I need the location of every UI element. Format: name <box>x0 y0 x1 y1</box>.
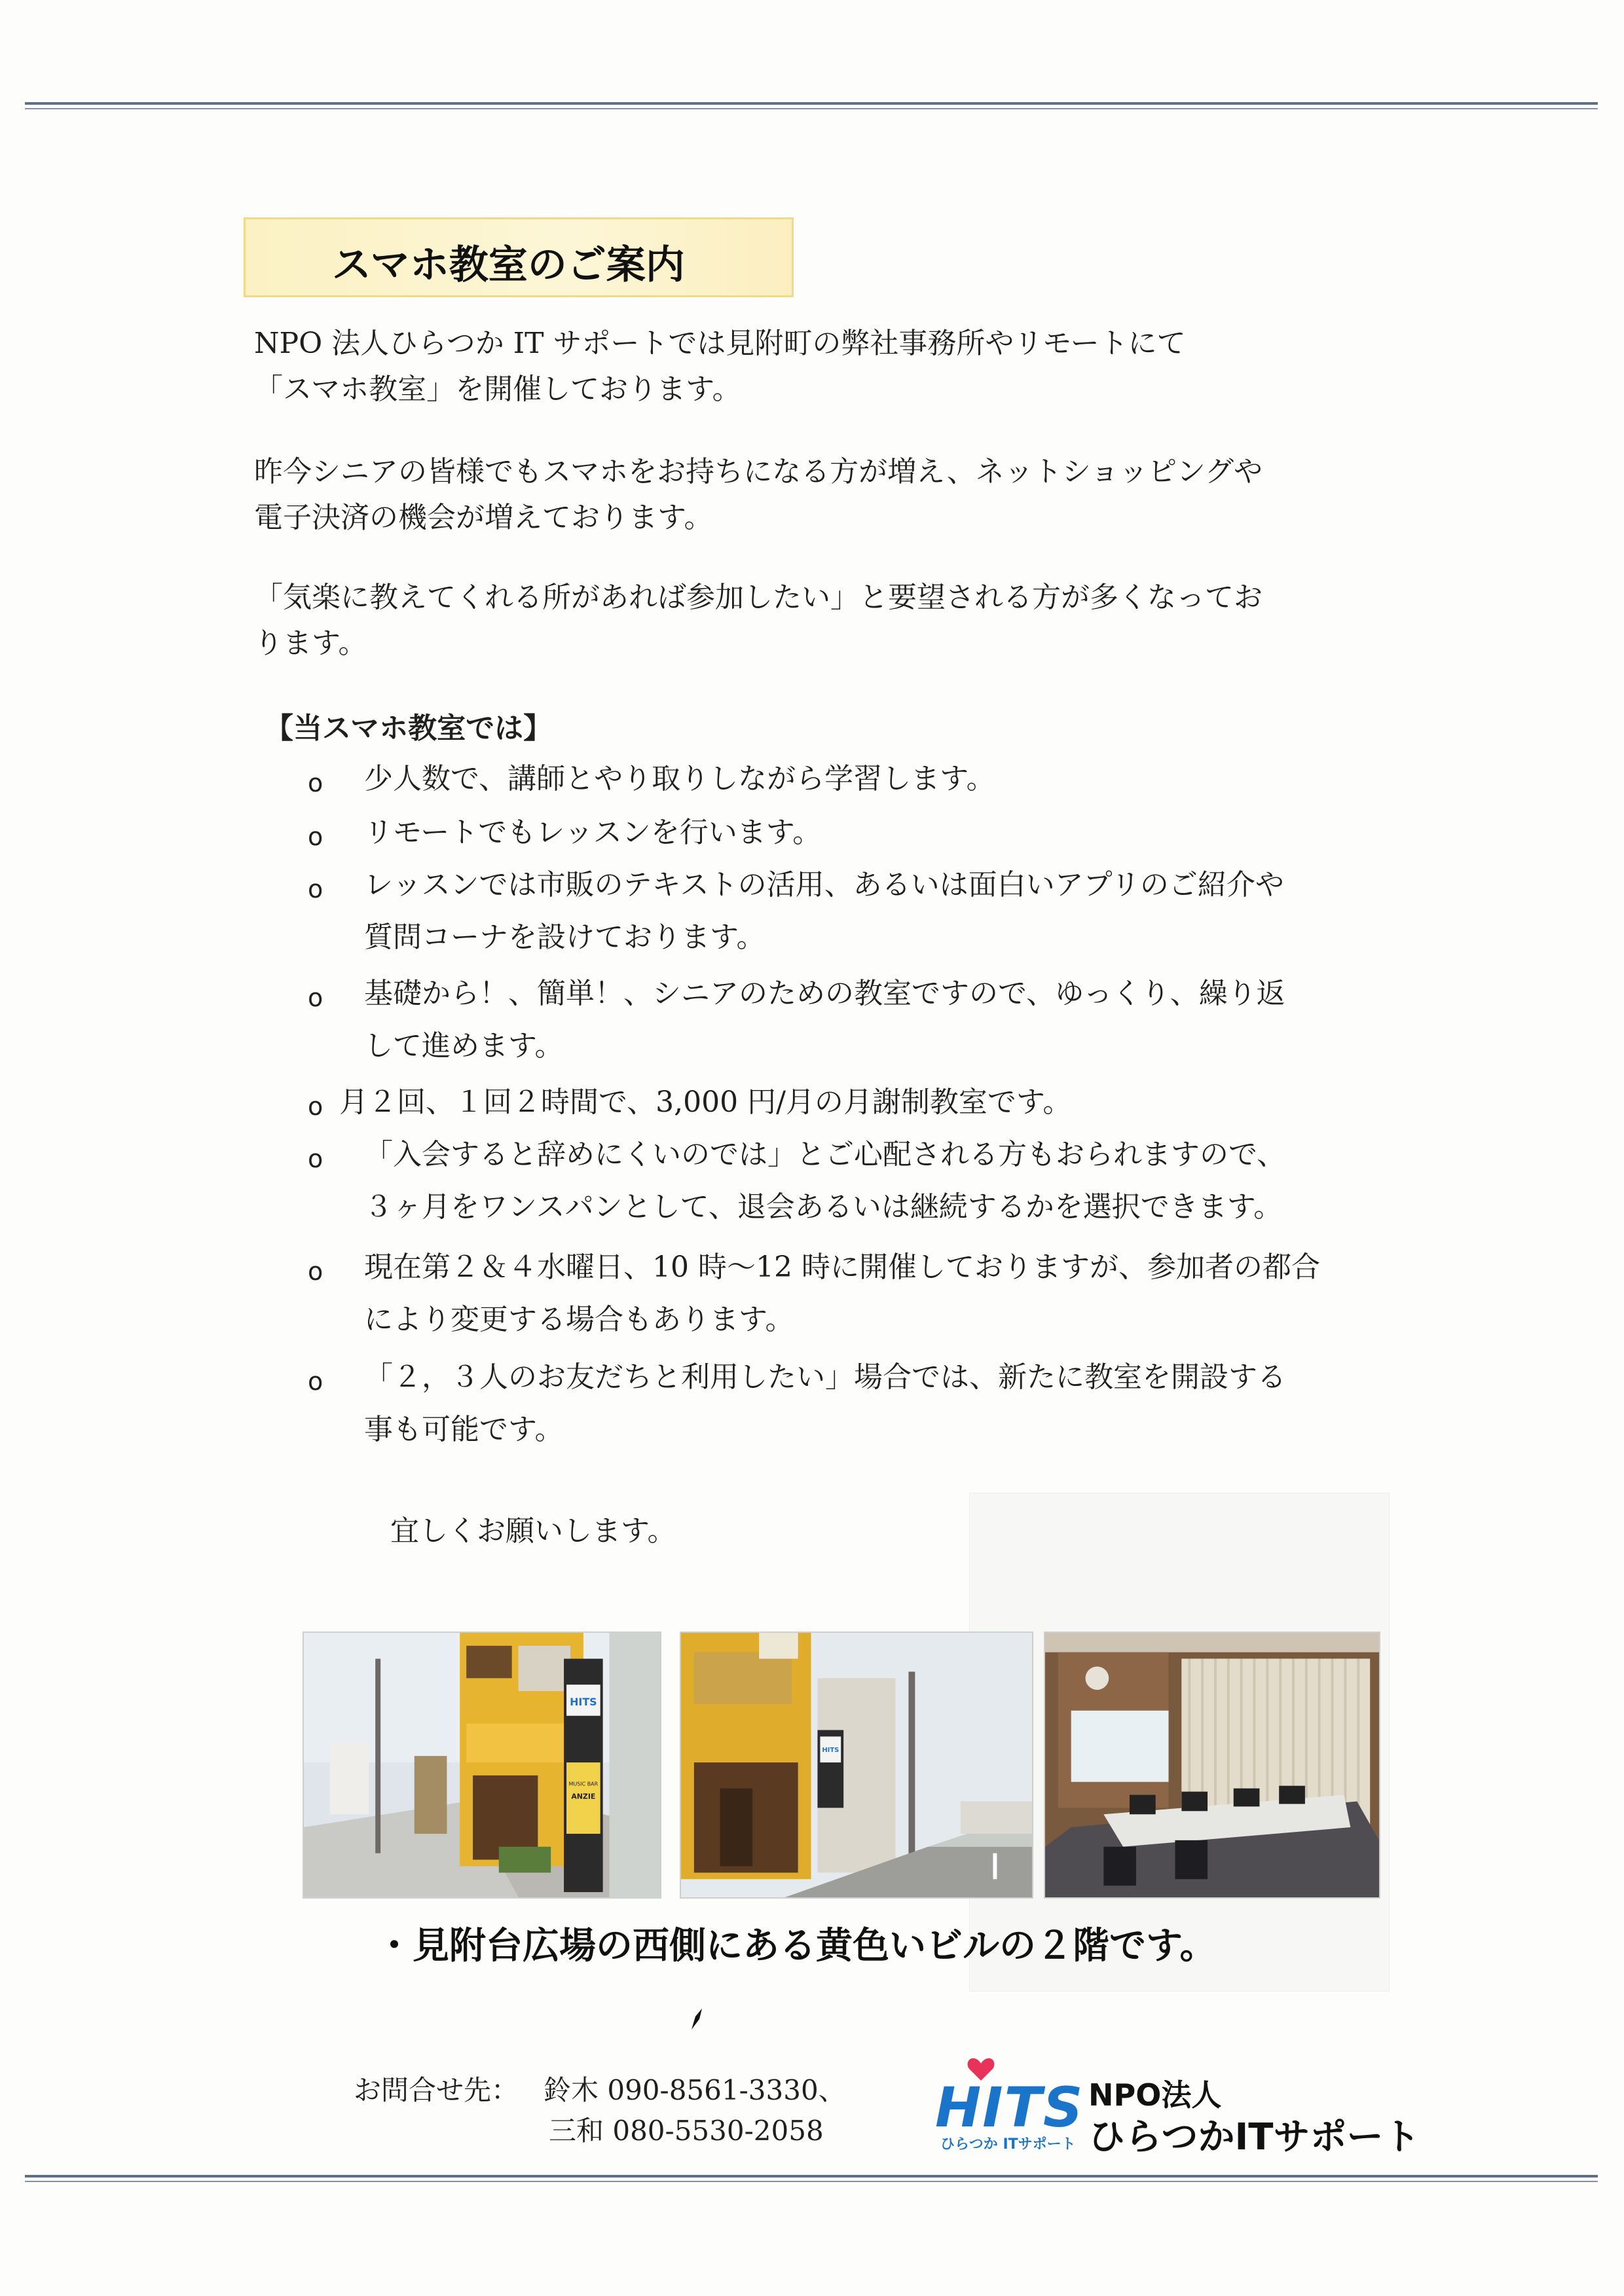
bullet-line: 事も可能です。 <box>364 1413 564 1446</box>
demand-paragraph <box>254 575 1387 666</box>
street-photo-1 <box>303 1631 661 1899</box>
logo-subtitle: ひらつか ITサポート <box>940 2136 1076 2153</box>
bullet-line: 現在第２＆４水曜日、10 時～12 時に開催しておりますが、参加者の都合 <box>364 1250 1320 1284</box>
background-line-1: 昨今シニアの皆様でもスマホをお持ちになる方が増え、ネットショッピングや <box>254 455 1263 488</box>
location-caption: ・見附台広場の西側にある黄色いビルの２階です。 <box>376 1925 1217 1967</box>
background-line-2: 電子決済の機会が増えております。 <box>254 501 713 534</box>
classroom-photo <box>1044 1631 1380 1899</box>
top-rule <box>25 102 1598 111</box>
bullet-marker: o <box>308 1092 323 1121</box>
bullet-line: 質問コーナを設けております。 <box>364 920 766 954</box>
demand-line-2: ります。 <box>254 627 367 660</box>
contact-phone-2: 三和 080-5530-2058 <box>549 2115 824 2147</box>
bullet-marker: o <box>308 875 323 903</box>
bullet-text <box>364 1129 1285 1233</box>
bullet-line: により変更する場合もあります。 <box>364 1303 794 1336</box>
intro-line-2: 「スマホ教室」を開催しております。 <box>254 373 741 406</box>
bullet-marker: o <box>308 1367 323 1396</box>
svg-text:HITS: HITS <box>822 1747 840 1755</box>
bottom-rule <box>25 2175 1598 2184</box>
logo-org-type: NPO法人 <box>1088 2077 1222 2113</box>
bullet-text <box>364 968 1285 1072</box>
contact-phone-1: 鈴木 090-8561-3330、 <box>544 2074 846 2106</box>
page-title: スマホ教室のご案内 <box>332 242 685 288</box>
hits-sign: HITS <box>570 1695 597 1708</box>
background-paragraph <box>254 449 1387 541</box>
logo-wordmark: HITS <box>935 2075 1084 2140</box>
anzie-sign: ANZIE <box>571 1792 596 1801</box>
bullet-marker: o <box>308 822 323 851</box>
street-photo-2 <box>680 1631 1033 1899</box>
bullet-line: レッスンでは市販のテキストの活用、あるいは面白いアプリのご紹介や <box>364 868 1284 902</box>
bullet-marker: o <box>308 1257 323 1286</box>
bullet-text <box>364 1241 1320 1346</box>
bullet-line: 「２，３人のお友だちと利用したい」場合では、新たに教室を開設する <box>364 1360 1286 1394</box>
bullet-text: 月２回、１回２時間で、3,000 円/月の月謝制教室です。 <box>339 1085 1072 1119</box>
title-banner <box>244 217 794 297</box>
bullet-line: ３ヶ月をワンスパンとして、退会あるいは継続するかを選択できます。 <box>364 1190 1283 1224</box>
intro-line-1: NPO 法人ひらつか IT サポートでは見附町の弊社事務所やリモートにて <box>254 327 1186 360</box>
organization-logo <box>935 2056 1420 2159</box>
bullet-text <box>364 1351 1286 1456</box>
music-bar-sign: MUSIC BAR <box>568 1781 599 1787</box>
bullet-marker: o <box>308 1144 323 1173</box>
section-heading: 【当スマホ教室では】 <box>265 712 553 745</box>
bullet-text <box>364 859 1284 964</box>
pen-mark-icon <box>689 2007 703 2031</box>
bullet-text: リモートでもレッスンを行います。 <box>364 816 822 849</box>
demand-line-1: 「気楽に教えてくれる所があれば参加したい」と要望される方が多くなってお <box>254 581 1263 614</box>
bullet-text: 少人数で、講師とやり取りしながら学習します。 <box>364 762 995 795</box>
logo-org-name: ひらつかITサポート <box>1088 2116 1420 2159</box>
bullet-line: して進めます。 <box>364 1029 564 1063</box>
intro-paragraph <box>254 321 1387 412</box>
contact-label: お問合せ先： <box>354 2074 519 2106</box>
bullet-marker: o <box>308 769 323 797</box>
closing-greeting: 宜しくお願いします。 <box>390 1514 676 1548</box>
bullet-line: 基礎から！、簡単！、シニアのための教室ですので、ゆっくり、繰り返 <box>364 977 1285 1010</box>
bullet-marker: o <box>308 983 323 1012</box>
bullet-line: 「入会すると辞めにくいのでは」とご心配される方もおられますので、 <box>364 1138 1286 1171</box>
